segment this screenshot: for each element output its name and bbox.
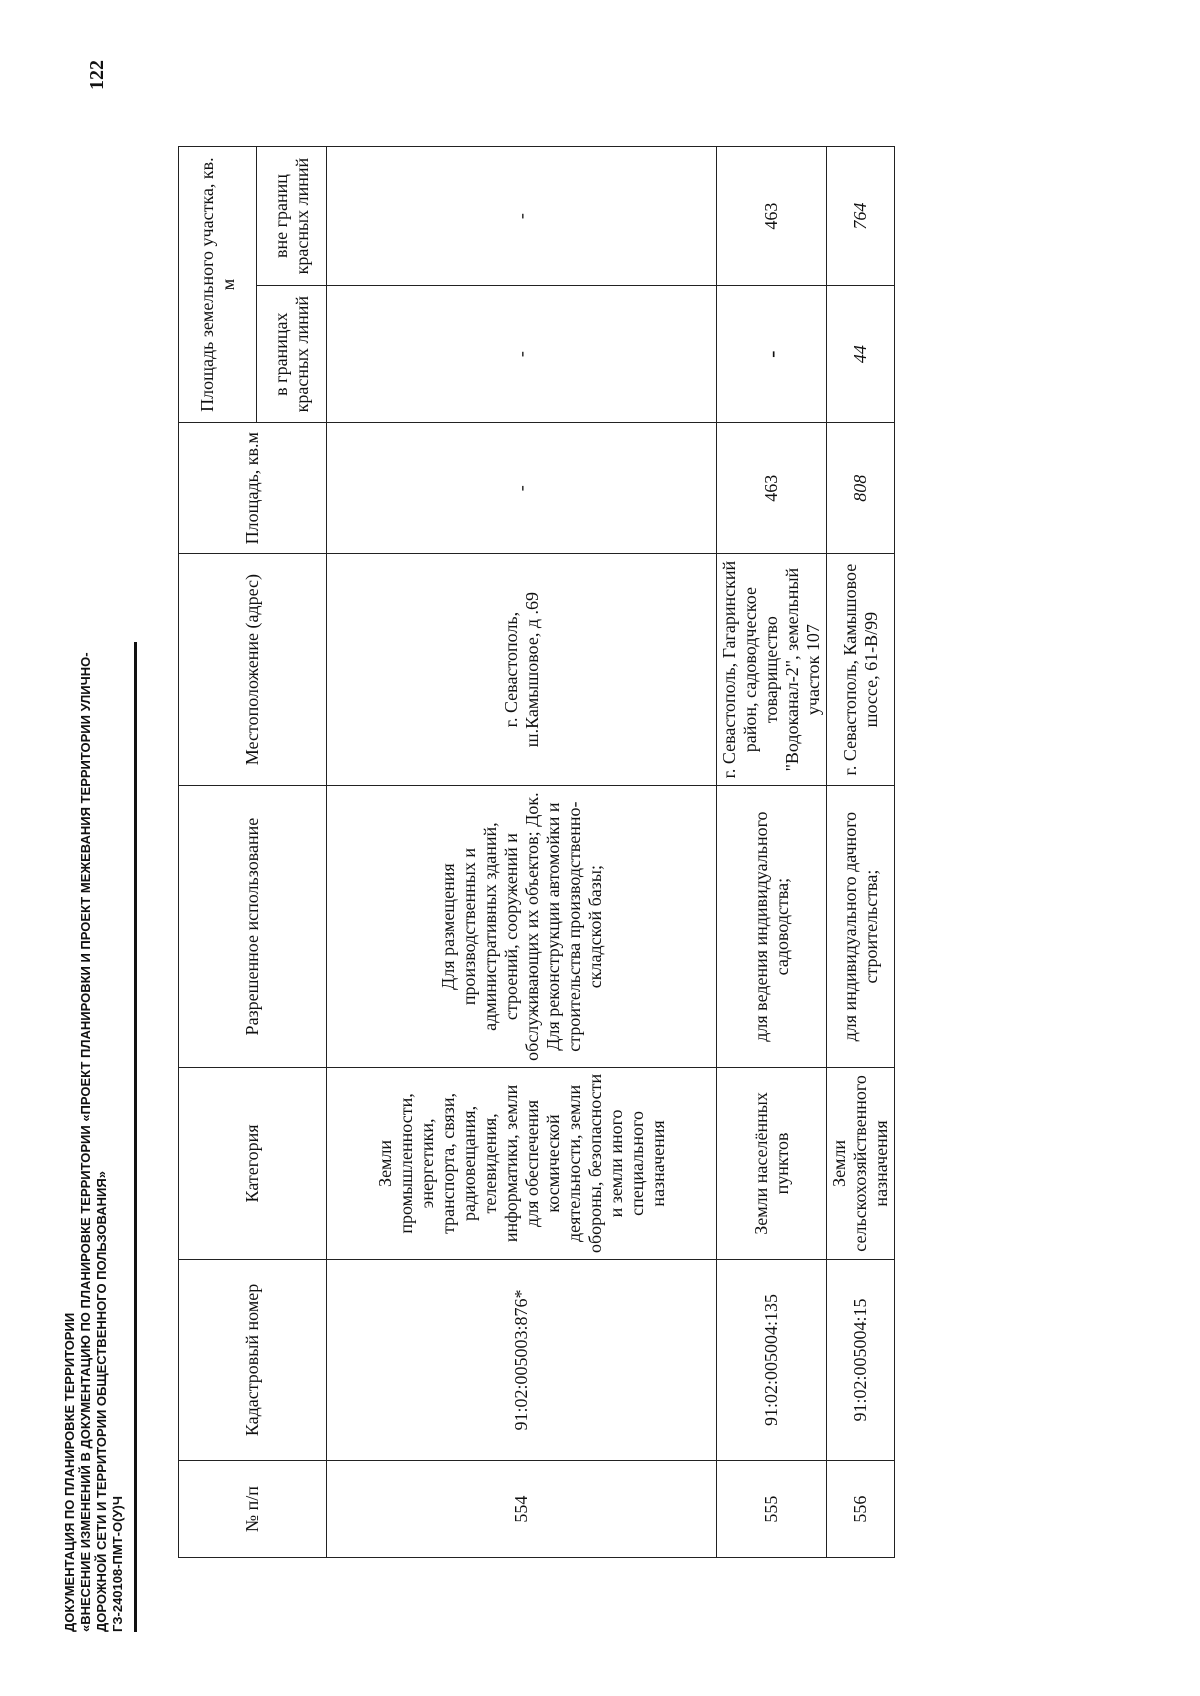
header-line-3: ДОРОЖНОЙ СЕТИ И ТЕРРИТОРИИ ОБЩЕСТВЕННОГО ПОЛЬЗОВАНИЯ» bbox=[94, 1171, 109, 1632]
cell-within-red: 44 bbox=[827, 286, 895, 423]
header-rule bbox=[134, 642, 137, 1632]
header-cadastral: Кадастровый номер bbox=[179, 1259, 327, 1461]
cell-permitted-use: для ведения индивидуального садоводства; bbox=[717, 786, 827, 1068]
cell-location: г. Севастополь, Камышовое шоссе, 61-В/99 bbox=[827, 554, 895, 786]
cell-num: 554 bbox=[327, 1461, 717, 1558]
header-permitted-use: Разрешенное использование bbox=[179, 786, 327, 1068]
cell-num: 556 bbox=[827, 1461, 895, 1558]
table-row bbox=[827, 147, 895, 1558]
cell-within-red: - bbox=[717, 286, 827, 423]
header-line-2: «ВНЕСЕНИЕ ИЗМЕНЕНИЙ В ДОКУМЕНТАЦИЮ ПО ПЛАНИРОВКЕ ТЕРРИТОРИИ «ПРОЕКТ ПЛАНИРОВКИ И ПРОЕКТ МЕЖЕВАНИЯ ТЕРРИТОРИИ УЛИЧНО- bbox=[78, 652, 93, 1632]
header-line-1: ДОКУМЕНТАЦИЯ ПО ПЛАНИРОВКЕ ТЕРРИТОРИИ bbox=[62, 1312, 77, 1632]
cell-outside-red: 463 bbox=[717, 147, 827, 286]
header-line-4: ГЗ-240108-ПМТ-О(У)Ч bbox=[110, 1496, 125, 1632]
table-row bbox=[717, 147, 827, 1558]
page-number: 122 bbox=[86, 60, 108, 90]
table-container bbox=[178, 146, 891, 1558]
cell-permitted-use: для индивидуального дачного строительства; bbox=[827, 786, 895, 1068]
cell-category: Земли сельскохозяйственного назначения bbox=[827, 1068, 895, 1259]
cell-category: Земли населённых пунктов bbox=[717, 1068, 827, 1259]
cell-outside-red: - bbox=[327, 147, 717, 286]
header-category: Категория bbox=[179, 1068, 327, 1259]
cell-cadastral: 91:02:005004:15 bbox=[827, 1259, 895, 1461]
header-within-red-lines: в границах красных линий bbox=[257, 286, 327, 423]
cell-permitted-use: Для размещения производственных и административных зданий, строений, сооружений и обслуживающих их объектов; Док. Для реконструкции автомойки и строительства производственно-складской базы; bbox=[327, 786, 717, 1068]
cell-category: Земли промышленности, энергетики, транспорта, связи, радиовещания, телевидения, информатики, земли для обеспечения космической деятельности, земли обороны, безопасности и земли иного специального назначения bbox=[327, 1068, 717, 1259]
cell-location: г. Севастополь, Гагаринский район, садоводческое товарищество "Водоканал-2", земельный участок 107 bbox=[717, 554, 827, 786]
cell-cadastral: 91:02:005003:876* bbox=[327, 1259, 717, 1461]
header-area: Площадь, кв.м bbox=[179, 423, 327, 554]
header-outside-red-lines: вне границ красных линий bbox=[257, 147, 327, 286]
header-plot-area: Площадь земельного участка, кв. м bbox=[179, 147, 257, 423]
cell-area: 463 bbox=[717, 423, 827, 554]
header-num: № п/п bbox=[179, 1461, 327, 1558]
land-plot-table bbox=[178, 146, 895, 1558]
cell-area: 808 bbox=[827, 423, 895, 554]
cell-within-red: - bbox=[327, 286, 717, 423]
table-header-row bbox=[179, 147, 257, 1558]
cell-num: 555 bbox=[717, 1461, 827, 1558]
header-location: Местоположение (адрес) bbox=[179, 554, 327, 786]
table-row bbox=[327, 147, 717, 1558]
cell-cadastral: 91:02:005004:135 bbox=[717, 1259, 827, 1461]
document-header bbox=[62, 402, 137, 1632]
cell-outside-red: 764 bbox=[827, 147, 895, 286]
cell-area: - bbox=[327, 423, 717, 554]
cell-location: г. Севастополь, ш.Камышовое, д .69 bbox=[327, 554, 717, 786]
